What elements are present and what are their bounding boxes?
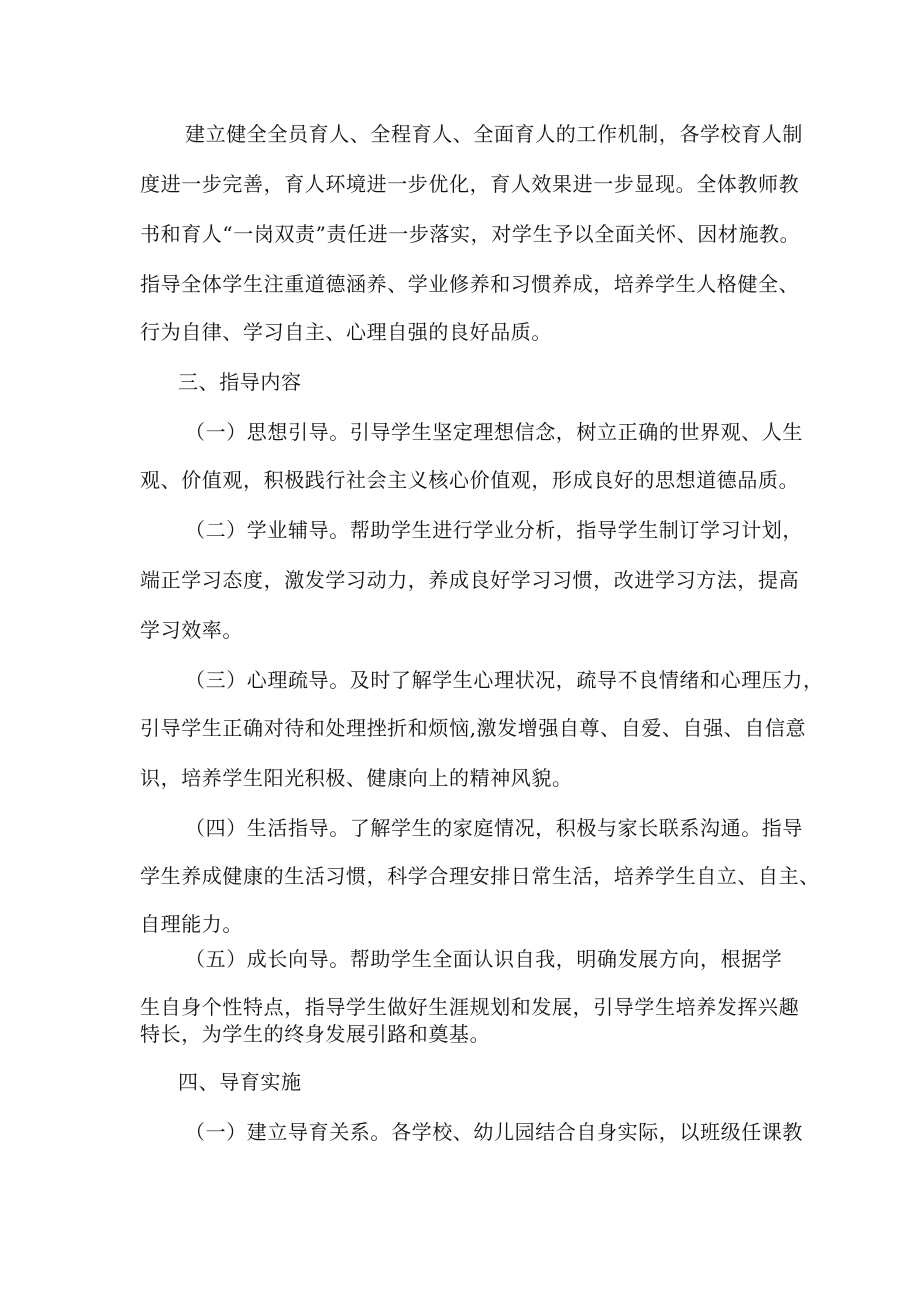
paragraph-intro-line-2: 度进一步完善，育人环境进一步优化，育人效果进一步显现。全体教师教	[140, 172, 800, 196]
paragraph-psychology-line-1: （三）心理疏导。及时了解学生心理状况，疏导不良情绪和心理压力，	[185, 668, 824, 692]
paragraph-ideology-line-2: 观、价值观，积极践行社会主义核心价值观，形成良好的思想道德品质。	[140, 468, 800, 492]
paragraph-psychology-line-3: 识，培养学生阳光积极、健康向上的精神风貌。	[140, 766, 573, 790]
paragraph-growth-line-2: 生自身个性特点，指导学生做好生涯规划和发展，引导学生培养发挥兴趣	[140, 995, 800, 1019]
paragraph-relationship-line-1: （一）建立导育关系。各学校、幼儿园结合自身实际，以班级任课教	[185, 1120, 803, 1144]
paragraph-academic-line-1: （二）学业辅导。帮助学生进行学业分析，指导学生制订学习计划，	[185, 518, 803, 542]
paragraph-intro-line-5: 行为自律、学习自主、心理自强的良好品质。	[140, 320, 552, 344]
paragraph-life-line-2: 学生养成健康的生活习惯，科学合理安排日常生活，培养学生自立、自主、	[140, 864, 820, 888]
paragraph-growth-line-1: （五）成长向导。帮助学生全面认识自我，明确发展方向，根据学	[185, 947, 783, 971]
section-heading-implementation: 四、导育实施	[178, 1070, 302, 1094]
paragraph-intro-line-1: 建立健全全员育人、全程育人、全面育人的工作机制，各学校育人制	[185, 122, 803, 146]
paragraph-academic-line-2: 端正学习态度，激发学习动力，养成良好学习习惯，改进学习方法，提高	[140, 568, 800, 592]
paragraph-academic-line-3: 学习效率。	[140, 618, 243, 642]
paragraph-ideology-line-1: （一）思想引导。引导学生坚定理想信念，树立正确的世界观、人生	[185, 420, 803, 444]
paragraph-intro-line-4: 指导全体学生注重道德涵养、学业修养和习惯养成，培养学生人格健全、	[140, 272, 800, 296]
paragraph-psychology-line-2: 引导学生正确对待和处理挫折和烦恼,激发增强自尊、自爱、自强、自信意	[140, 716, 807, 740]
paragraph-life-line-1: （四）生活指导。了解学生的家庭情况，积极与家长联系沟通。指导	[185, 816, 803, 840]
paragraph-growth-line-3: 特长，为学生的终身发展引路和奠基。	[140, 1022, 491, 1046]
section-heading-guidance-content: 三、指导内容	[178, 370, 302, 394]
paragraph-life-line-3: 自理能力。	[140, 912, 243, 936]
paragraph-intro-line-3: 书和育人“一岗双责”责任进一步落实，对学生予以全面关怀、因材施教。	[140, 222, 801, 246]
